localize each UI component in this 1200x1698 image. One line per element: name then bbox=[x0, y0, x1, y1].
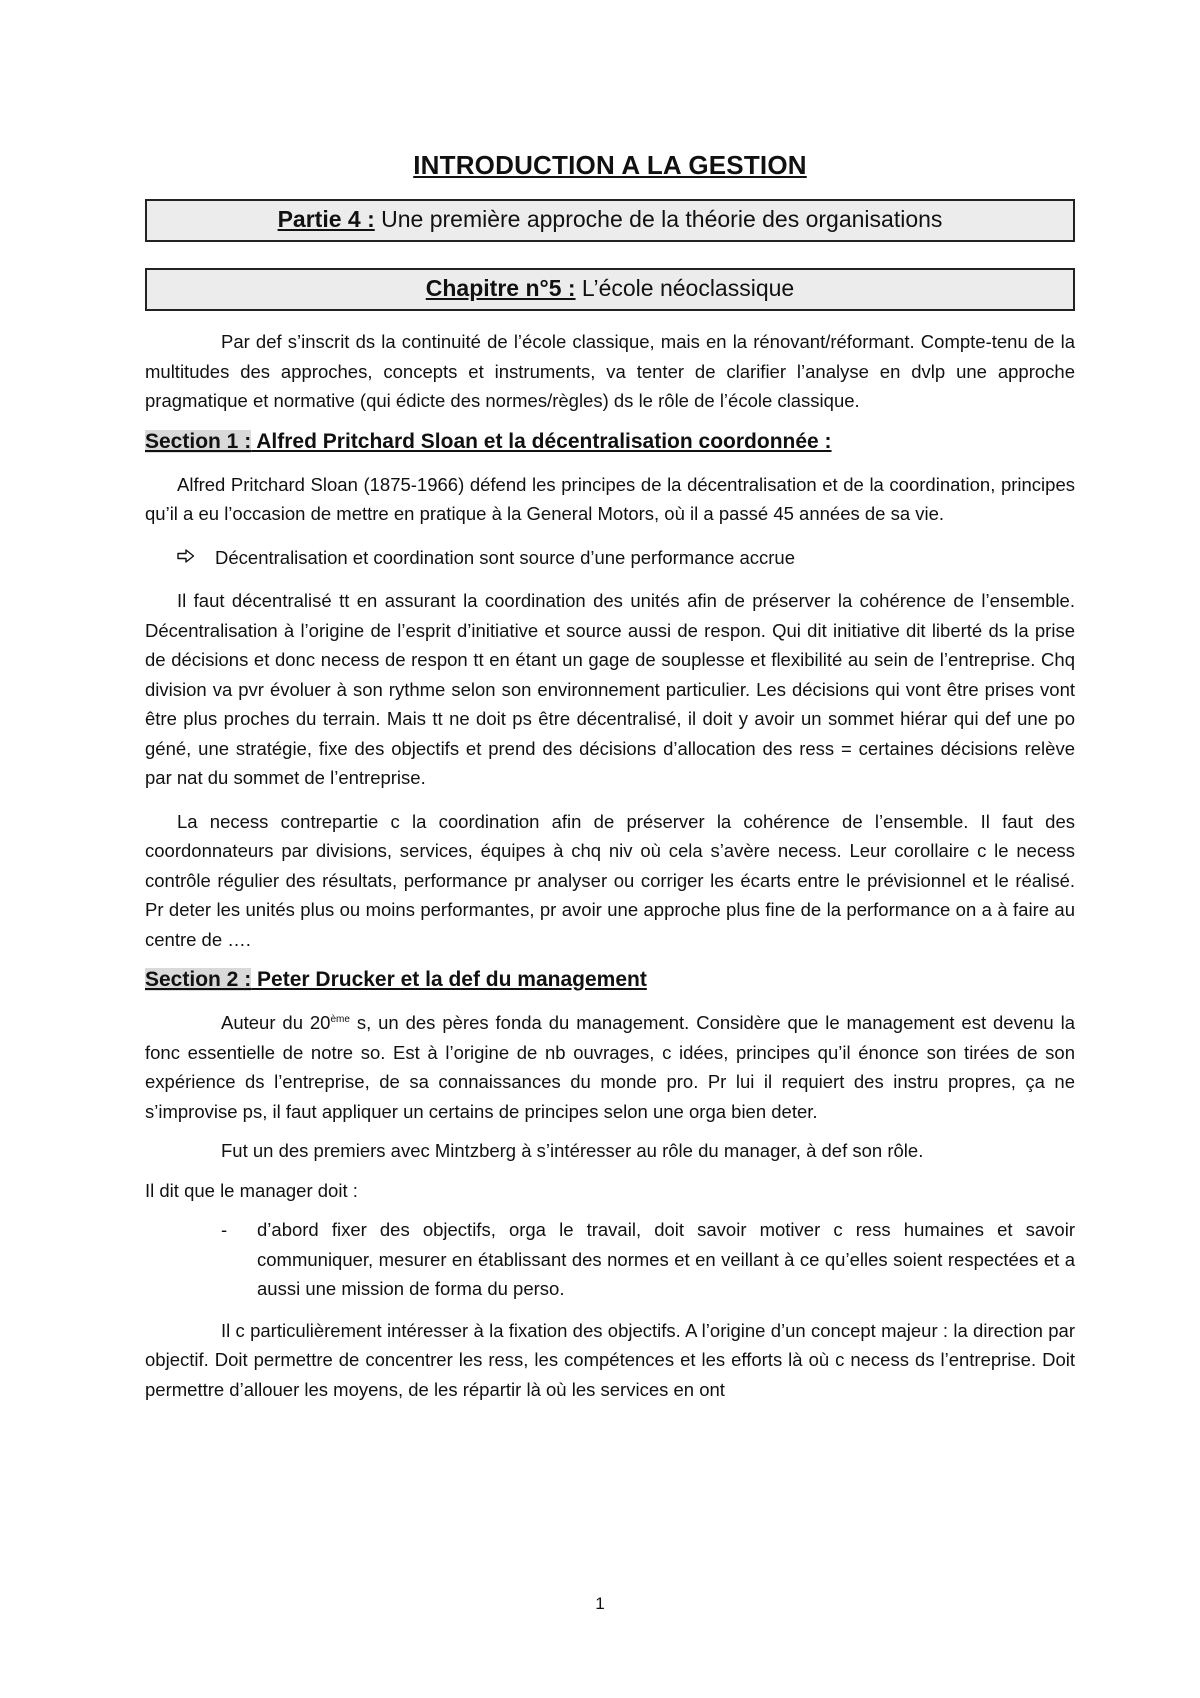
section-2-paragraph-1 bbox=[145, 1008, 1075, 1126]
section-2-paragraph-1-start: Auteur du 20 bbox=[221, 1012, 331, 1033]
arrow-right-icon bbox=[177, 543, 199, 573]
chapter-label: Chapitre n°5 : bbox=[425, 275, 576, 301]
section-1-paragraph-1: Alfred Pritchard Sloan (1875-1966) défend les principes de la décentralisation et de la coordination, principes qu’il a eu l’occasion de mettre en pratique à la General Motors, où il a passé 45 années de sa vie. bbox=[145, 473, 1075, 524]
list-dash: - bbox=[221, 1219, 228, 1240]
part-title: Une première approche de la théorie des organisations bbox=[374, 206, 943, 232]
page-content bbox=[145, 150, 1075, 1404]
section-1-title: Alfred Pritchard Sloan et la décentralisation coordonnée : bbox=[251, 429, 832, 453]
section-1-paragraph-3: La necess contrepartie c la coordination afin de préserver la cohérence de l’ensemble. Il faut des coordonnateurs par divisions, services, équipes à chq niv où cela s’avère necess. Leur corollaire c le necess contrôle régulier des résultats, performance pr analyser ou corriger les écarts entre le prévisionnel et le réalisé. Pr deter les unités plus ou moins performantes, pr avoir une approche plus fine de la performance on a à faire au centre de …. bbox=[145, 810, 1075, 950]
list-item bbox=[221, 1215, 1075, 1304]
superscript-eme: ème bbox=[330, 1013, 350, 1025]
section-2-paragraph-4: Il c particulièrement intéresser à la fixation des objectifs. A l’origine d’un concept majeur : la direction par objectif. Doit permettre de concentrer les ress, les compétences et les efforts là où c necess ds l’entreprise. Doit permettre d’allouer les moyens, de les répartir là où les services en ont bbox=[145, 1319, 1075, 1400]
section-1-label: Section 1 : bbox=[145, 429, 252, 453]
page-number: 1 bbox=[595, 1594, 605, 1613]
section-2-paragraph-1-rest: s, un des pères fonda du management. Considère que le management est devenu la fonc essentielle de notre so. Est à l’origine de nb ouvrages, c idées, principes qu’il énonce son tirées de son expérience ds l’entreprise, de sa connaissances du monde pro. Pr lui il requiert des instru propres, ça ne s’improvise ps, il faut appliquer un certains de principes selon une orga bien deter. bbox=[145, 1012, 1075, 1122]
document-title: INTRODUCTION A LA GESTION bbox=[413, 150, 807, 180]
section-2-label: Section 2 : bbox=[145, 968, 252, 991]
intro-paragraph: Par def s’inscrit ds la continuité de l’école classique, mais en la rénovant/réformant. Compte-tenu de la multitudes des approches, concepts et instruments, va tenter de clarifier l’analyse en dvlp une approche pragmatique et normative (qui édicte des normes/règles) ds le rôle de l’école classique. bbox=[145, 331, 1075, 411]
key-point bbox=[145, 543, 1075, 573]
section-2-paragraph-3: Il dit que le manager doit : bbox=[145, 1179, 358, 1201]
section-1-heading bbox=[145, 430, 1075, 454]
section-2-heading bbox=[145, 968, 1075, 992]
list-item-text: d’abord fixer des objectifs, orga le travail, doit savoir motiver c ress humaines et savoir communiquer, mesurer en établissant des normes et en veillant à ce qu’elles soient respectées et a aussi une mission de forma du perso. bbox=[257, 1219, 1075, 1299]
section-2-paragraph-2: Fut un des premiers avec Mintzberg à s’intéresser au rôle du manager, à def son rôle. bbox=[221, 1140, 924, 1161]
section-1-paragraph-2: Il faut décentralisé tt en assurant la coordination des unités afin de préserver la cohérence de l’ensemble. Décentralisation à l’origine de l’esprit d’initiative et source aussi de respon. Qui dit initiative dit liberté ds la prise de décisions et donc necess de respon tt en étant un gage de souplesse et flexibilité au sein de l’entreprise. Chq division va pvr évoluer à son rythme selon son environnement particulier. Les décisions qui vont être prises vont être plus proches du terrain. Mais tt ne doit ps être décentralisé, il doit y avoir un sommet hiérar qui def une po géné, une stratégie, fixe des objectifs et prend des décisions d’allocation des ress = certaines décisions relève par nat du sommet de l’entreprise. bbox=[145, 590, 1075, 788]
chapter-title: L’école néoclassique bbox=[575, 275, 795, 301]
section-2-title: Peter Drucker et la def du management bbox=[251, 968, 647, 991]
part-label: Partie 4 : bbox=[277, 206, 375, 232]
part-heading-box bbox=[145, 199, 1075, 242]
key-point-text: Décentralisation et coordination sont source d’une performance accrue bbox=[215, 546, 795, 568]
chapter-heading-box bbox=[145, 268, 1075, 311]
